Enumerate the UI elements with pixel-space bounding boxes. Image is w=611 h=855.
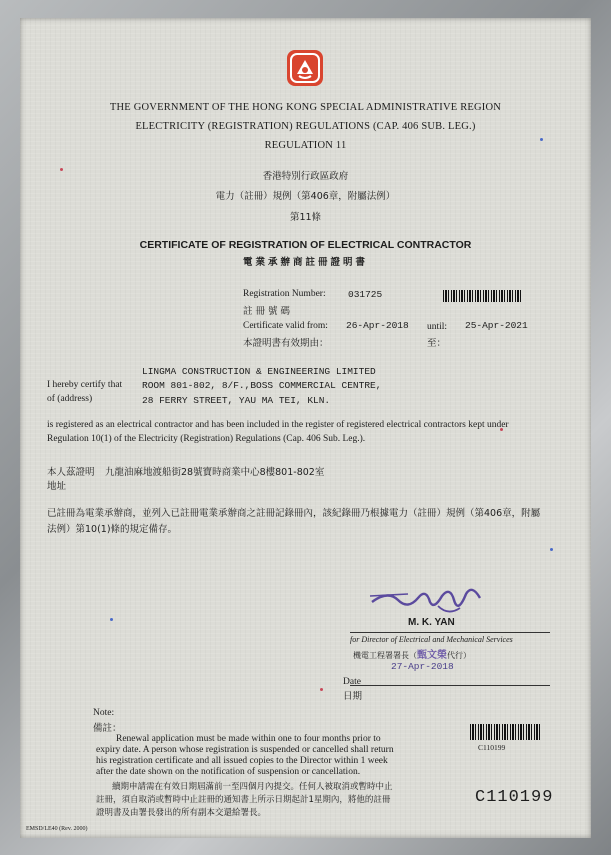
certify-label-zh: 本人茲證明 xyxy=(47,467,95,478)
valid-from-label-zh: 本證明書有效期由： xyxy=(243,338,329,349)
security-fiber xyxy=(550,548,553,551)
until-label: until: xyxy=(427,322,448,332)
until-label-zh: 至： xyxy=(427,338,447,349)
valid-until-date: 25-Apr-2021 xyxy=(465,320,528,331)
certificate-title-zh: 電業承辦商註冊證明書 xyxy=(242,257,368,268)
valid-from-label: Certificate valid from: xyxy=(243,321,328,331)
note-zh-line1: 續期申請需在有效日期屆滿前一至四個月內提交。任何人被取消或暫時中止 xyxy=(112,782,393,792)
contractor-address-line1: ROOM 801-802, 8/F.,BOSS COMMERCIAL CENTRE, xyxy=(142,380,382,391)
certificate-paper xyxy=(20,18,591,838)
serial-barcode-icon xyxy=(470,724,540,740)
certificate-title: CERTIFICATE OF REGISTRATION OF ELECTRICAL CONTRACTOR xyxy=(139,239,472,251)
security-fiber xyxy=(320,688,323,691)
form-code: EMSD/LE40 (Rev. 2000) xyxy=(26,826,88,832)
signatory-name: M. K. YAN xyxy=(408,617,455,628)
address-label: of (address) xyxy=(47,394,93,404)
valid-from-date: 26-Apr-2018 xyxy=(346,320,409,331)
registration-statement-zh-line2: 法例）第10(1)條的規定備存。 xyxy=(47,524,178,535)
signatory-title: for Director of Electrical and Mechanical Services xyxy=(350,635,513,644)
regulation-number-zh: 第11條 xyxy=(289,212,322,223)
contractor-address-zh: 九龍油麻地渡船街28號寶時商業中心8樓801-802室 xyxy=(105,467,325,478)
contractor-address-line2: 28 FERRY STREET, YAU MA TEI, KLN. xyxy=(142,395,331,406)
regulation-heading: ELECTRICITY (REGISTRATION) REGULATIONS (CAP. 406 SUB. LEG.) xyxy=(135,121,476,132)
date-line xyxy=(350,685,550,686)
emsd-logo-icon xyxy=(285,48,325,88)
signatory-title-zh-suffix: 代行） xyxy=(447,651,471,660)
note-line1: Renewal application must be made within one to four months prior to xyxy=(116,734,381,744)
barcode-icon xyxy=(443,290,523,302)
regulation-heading-zh: 電力（註冊）規例（第406章，附屬法例） xyxy=(215,191,396,202)
serial-number-small: C110199 xyxy=(478,743,506,752)
government-heading-zh: 香港特別行政區政府 xyxy=(262,171,349,182)
certify-label: I hereby certify that xyxy=(47,380,123,390)
registration-number-label-zh: 註 冊 號 碼 xyxy=(243,306,291,317)
note-line3: his registration certificate and all issued copies to the Director within 1 week xyxy=(96,756,388,766)
issue-date: 27-Apr-2018 xyxy=(391,661,454,672)
address-label-zh: 地址 xyxy=(47,481,67,492)
date-label-zh: 日期 xyxy=(343,691,363,702)
contractor-name: LINGMA CONSTRUCTION & ENGINEERING LIMITED xyxy=(142,366,376,377)
security-fiber xyxy=(110,618,113,621)
registration-number: 031725 xyxy=(348,289,383,300)
registration-number-label: Registration Number: xyxy=(243,289,326,299)
registration-statement-line2: Regulation 10(1) of the Electricity (Registration) Regulations (Cap. 406 Sub. Leg.). xyxy=(47,434,366,444)
note-zh-line2: 註冊，須自取消或暫時中止註冊的通知書上所示日期起計1星期內，將他的註冊 xyxy=(96,795,391,805)
registration-statement-zh-line1: 已註冊為電業承辦商，並列入已註冊電業承辦商之註冊記錄冊內，該紀錄冊乃根據電力（註冊）規例（第406章，附屬 xyxy=(47,508,541,519)
government-heading: THE GOVERNMENT OF THE HONG KONG SPECIAL ADMINISTRATIVE REGION xyxy=(109,102,502,113)
note-label: Note: xyxy=(93,708,115,718)
regulation-number: REGULATION 11 xyxy=(264,140,347,151)
note-line2: expiry date. A person whose registration is suspended or cancelled shall return xyxy=(96,745,394,755)
signature-line xyxy=(350,632,550,633)
serial-number: C110199 xyxy=(475,788,554,807)
signatory-title-zh-prefix: 機電工程署署長（ xyxy=(353,651,417,660)
director-signature xyxy=(368,580,488,620)
signatory-title-zh xyxy=(353,646,471,661)
date-label: Date xyxy=(343,677,361,687)
note-label-zh: 備註： xyxy=(93,723,122,734)
signatory-name-zh: 甄文榮 xyxy=(417,650,447,661)
registration-statement-line1: is registered as an electrical contractor and has been included in the register of registered electrical contractors kept under xyxy=(47,420,509,430)
note-line4: after the date shown on the notification of suspension or cancellation. xyxy=(96,767,361,777)
note-zh-line3: 證明書及由署長發出的所有副本交還給署長。 xyxy=(96,808,267,818)
